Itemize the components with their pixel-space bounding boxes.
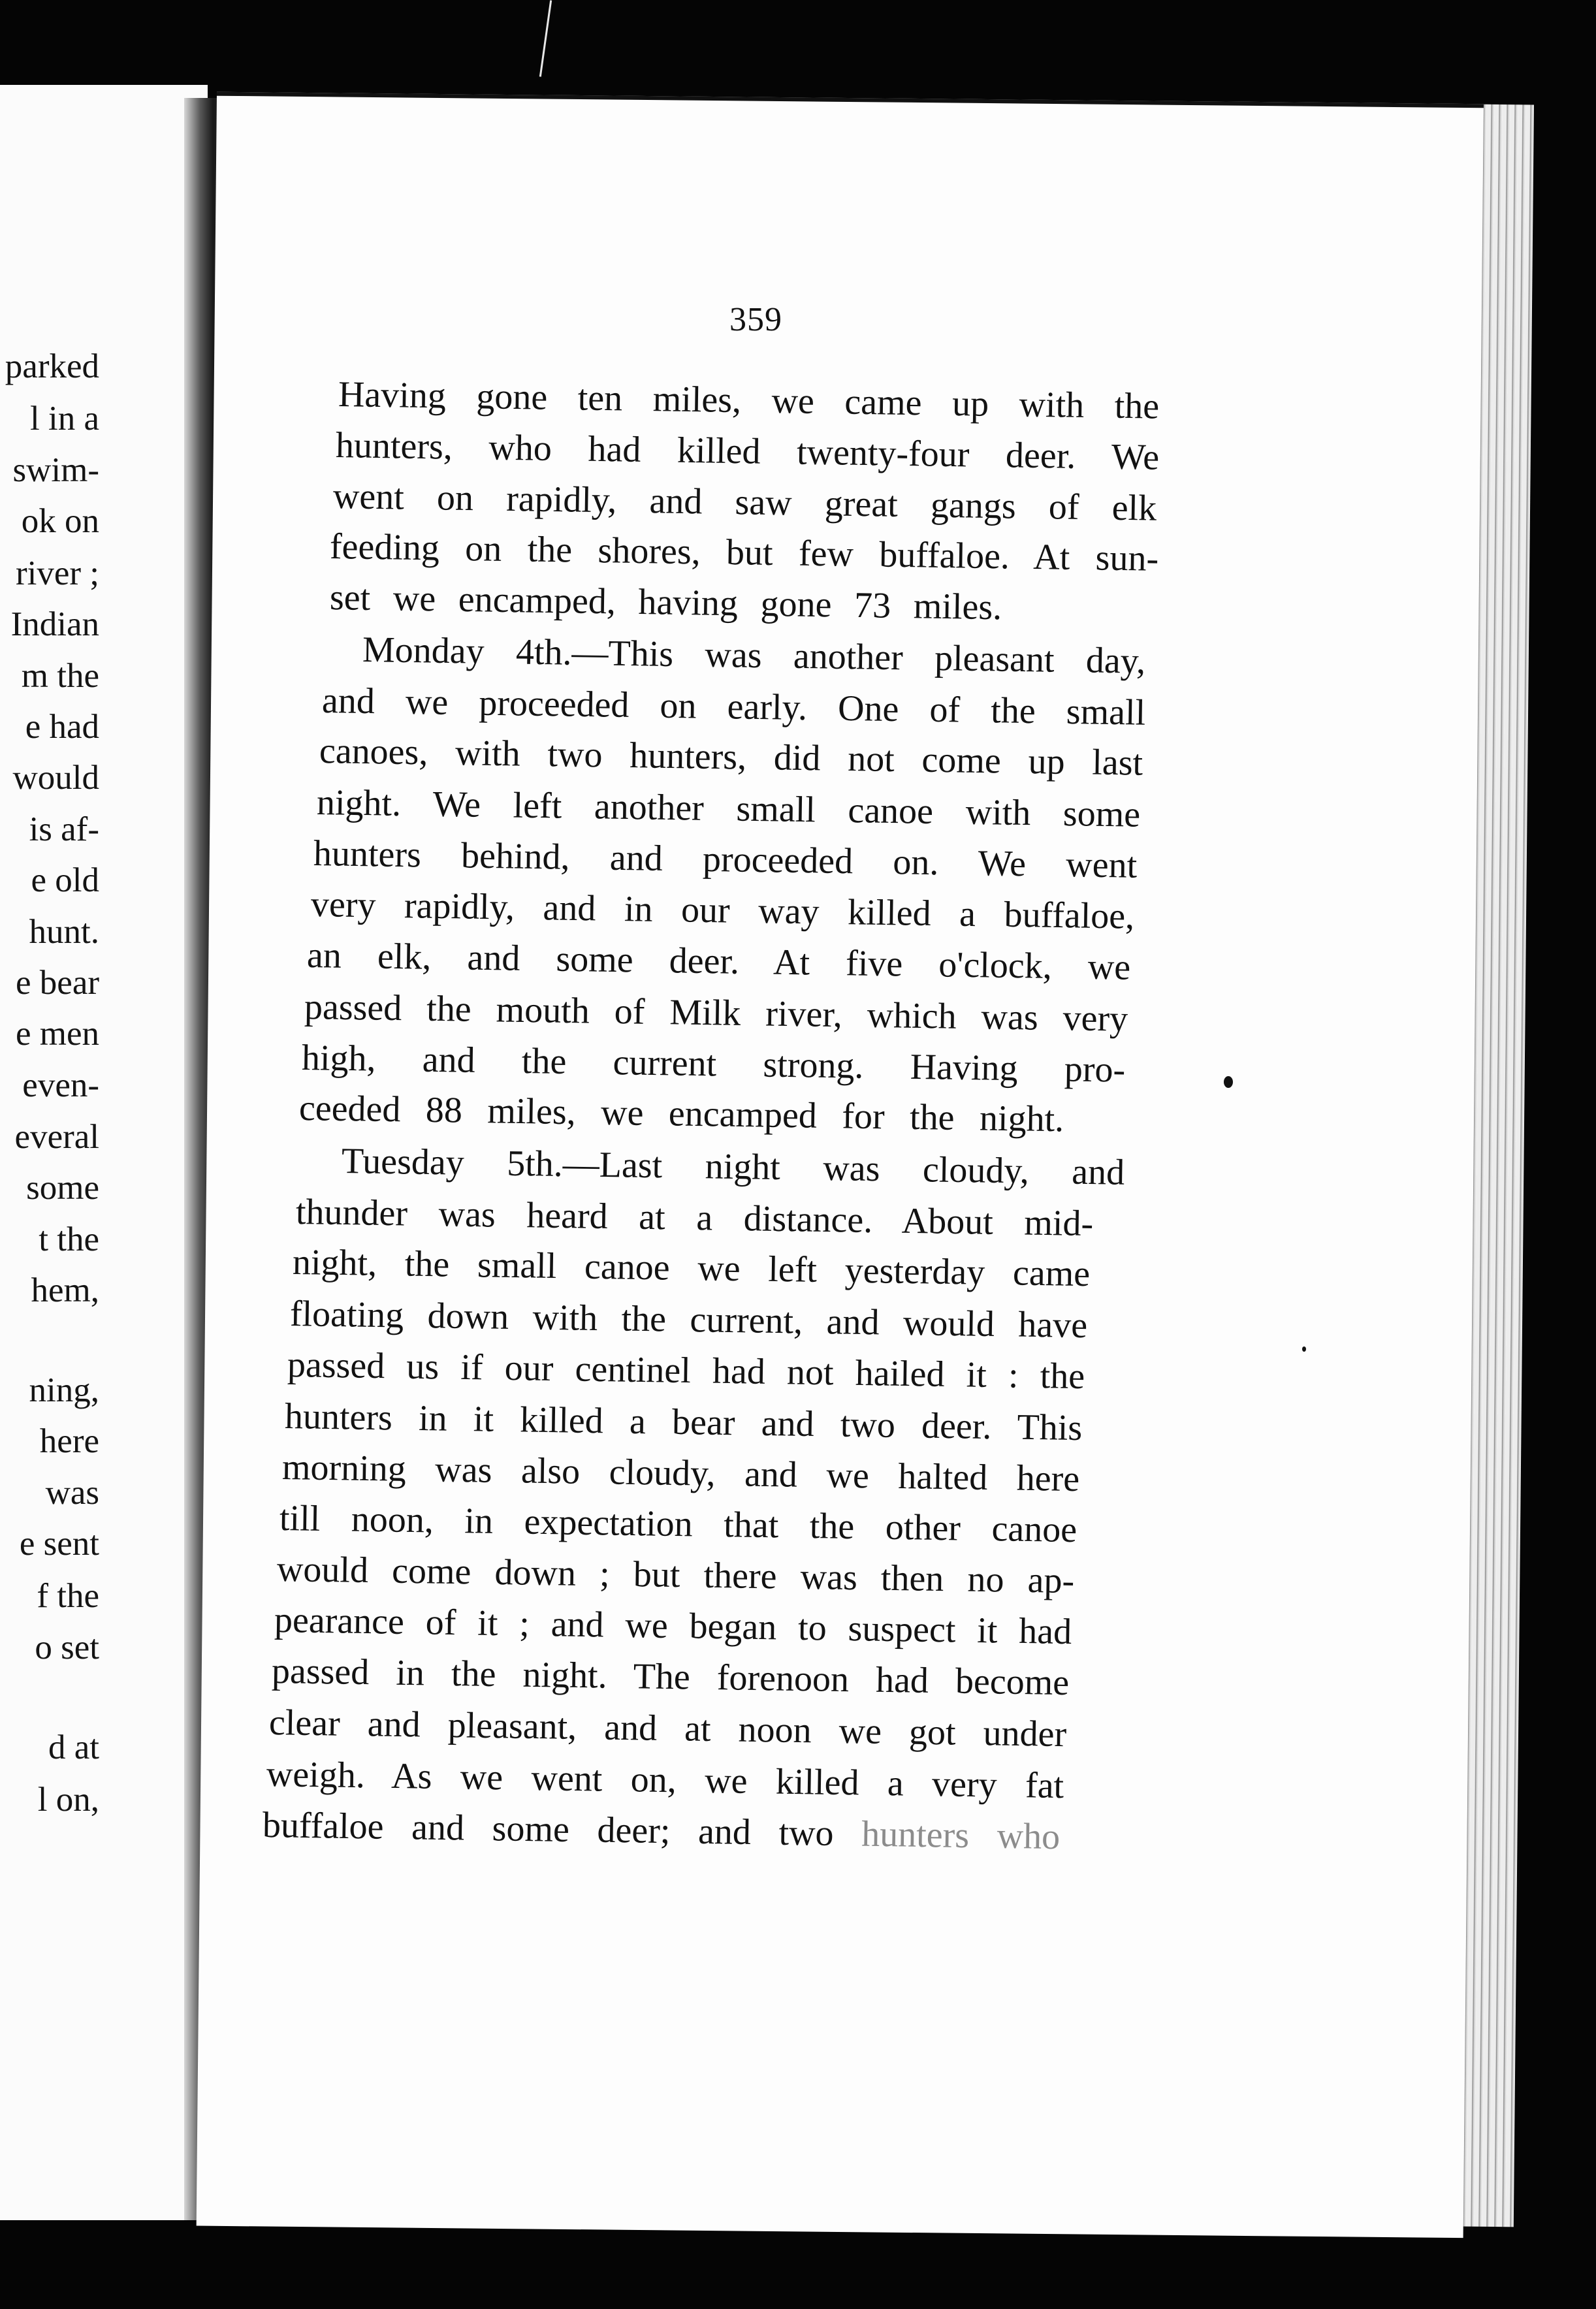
body-text-line: Monday 4th.—This was another pleasant day, xyxy=(362,629,1146,682)
left-page-line: some xyxy=(26,1169,99,1207)
left-page-line: was xyxy=(45,1474,99,1512)
body-text-line: an elk, and some deer. At five o'clock, we xyxy=(306,935,1131,988)
body-text-line: hunters in it killed a bear and two deer. This xyxy=(284,1396,1083,1449)
left-page-line: t the xyxy=(39,1220,99,1258)
body-text-line: till noon, in expectation that the other canoe xyxy=(279,1498,1077,1551)
left-page-line: river ; xyxy=(15,554,99,592)
left-page-line: e had xyxy=(25,708,99,746)
body-text-line: pearance of it ; and we began to suspect it had xyxy=(274,1600,1072,1653)
body-text-line: clear and pleasant, and at noon we got under xyxy=(268,1702,1067,1755)
body-text-line: high, and the current strong. Having pro- xyxy=(301,1038,1126,1091)
body-text-line: ceeded 88 miles, we encamped for the night. xyxy=(298,1088,1064,1140)
body-text-line: passed in the night. The forenoon had become xyxy=(271,1651,1070,1704)
body-text-line: set we encamped, having gone 73 miles. xyxy=(329,577,1002,628)
body-text-line: feeding on the shores, but few buffaloe. At sun- xyxy=(329,526,1159,579)
left-page-line: f the xyxy=(37,1577,99,1615)
body-text-line: went on rapidly, and saw great gangs of elk xyxy=(332,476,1157,529)
body-text-line: canoes, with two hunters, did not come up last xyxy=(319,731,1143,784)
left-page-line: l in a xyxy=(30,400,99,438)
body-text-line: thunder was heard at a distance. About mid- xyxy=(295,1192,1094,1245)
body-text-line: and we proceeded on early. One of the small xyxy=(321,680,1146,733)
body-text-line: night. We left another small canoe with some xyxy=(316,782,1141,835)
left-page-line: here xyxy=(39,1422,99,1460)
left-page-line: swim- xyxy=(12,451,99,489)
body-text-line-head: buffaloe and some deer; and two xyxy=(262,1805,862,1855)
left-page-line: even- xyxy=(22,1066,99,1104)
left-page-line: e old xyxy=(31,861,99,899)
left-page-line: hem, xyxy=(31,1271,99,1309)
left-page-line: is af- xyxy=(29,810,99,848)
body-text-line: night, the small canoe we left yesterday came xyxy=(292,1242,1091,1295)
left-page-line: o set xyxy=(35,1629,99,1666)
body-text-line-faded-tail: hunters who xyxy=(861,1813,1061,1858)
body-text-line: very rapidly, and in our way killed a buffaloe, xyxy=(310,884,1135,937)
body-text-line: Having gone ten miles, we came up with the xyxy=(338,374,1160,427)
body-text-line: would come down ; but there was then no ap- xyxy=(276,1549,1075,1602)
page-number: 359 xyxy=(729,301,782,338)
left-page-line: m the xyxy=(21,657,99,695)
film-scratch xyxy=(539,0,552,76)
body-text-line: Tuesday 5th.—Last night was cloudy, and xyxy=(341,1141,1125,1193)
ink-speck xyxy=(1224,1076,1233,1088)
left-page-line: would xyxy=(12,759,99,797)
left-page-line: ok on xyxy=(21,502,99,540)
body-text-line: passed the mouth of Milk river, which was very xyxy=(304,987,1128,1040)
left-page-line: e bear xyxy=(16,964,99,1002)
body-text-line: weigh. As we went on, we killed a very fat xyxy=(266,1754,1064,1807)
ink-speck xyxy=(1302,1346,1306,1352)
left-page-line: e sent xyxy=(19,1525,99,1563)
left-page-line: hunt. xyxy=(29,913,99,951)
left-page-line: l on, xyxy=(37,1781,99,1819)
left-page-line: Indian xyxy=(10,605,99,643)
body-text-line: morning was also cloudy, and we halted here xyxy=(281,1447,1080,1500)
body-text-line: hunters behind, and proceeded on. We went xyxy=(313,833,1138,886)
body-text-line: passed us if our centinel had not hailed it : the xyxy=(287,1345,1085,1397)
left-page-line: parked xyxy=(5,347,99,385)
left-page-line: ning, xyxy=(29,1371,99,1409)
left-page-line: everal xyxy=(14,1118,99,1156)
left-page-line: e men xyxy=(15,1015,99,1053)
left-page-line: d at xyxy=(48,1728,99,1766)
body-text-line: floating down with the current, and would have xyxy=(289,1294,1088,1346)
body-text-line: hunters, who had killed twenty-four deer. We xyxy=(335,425,1160,478)
